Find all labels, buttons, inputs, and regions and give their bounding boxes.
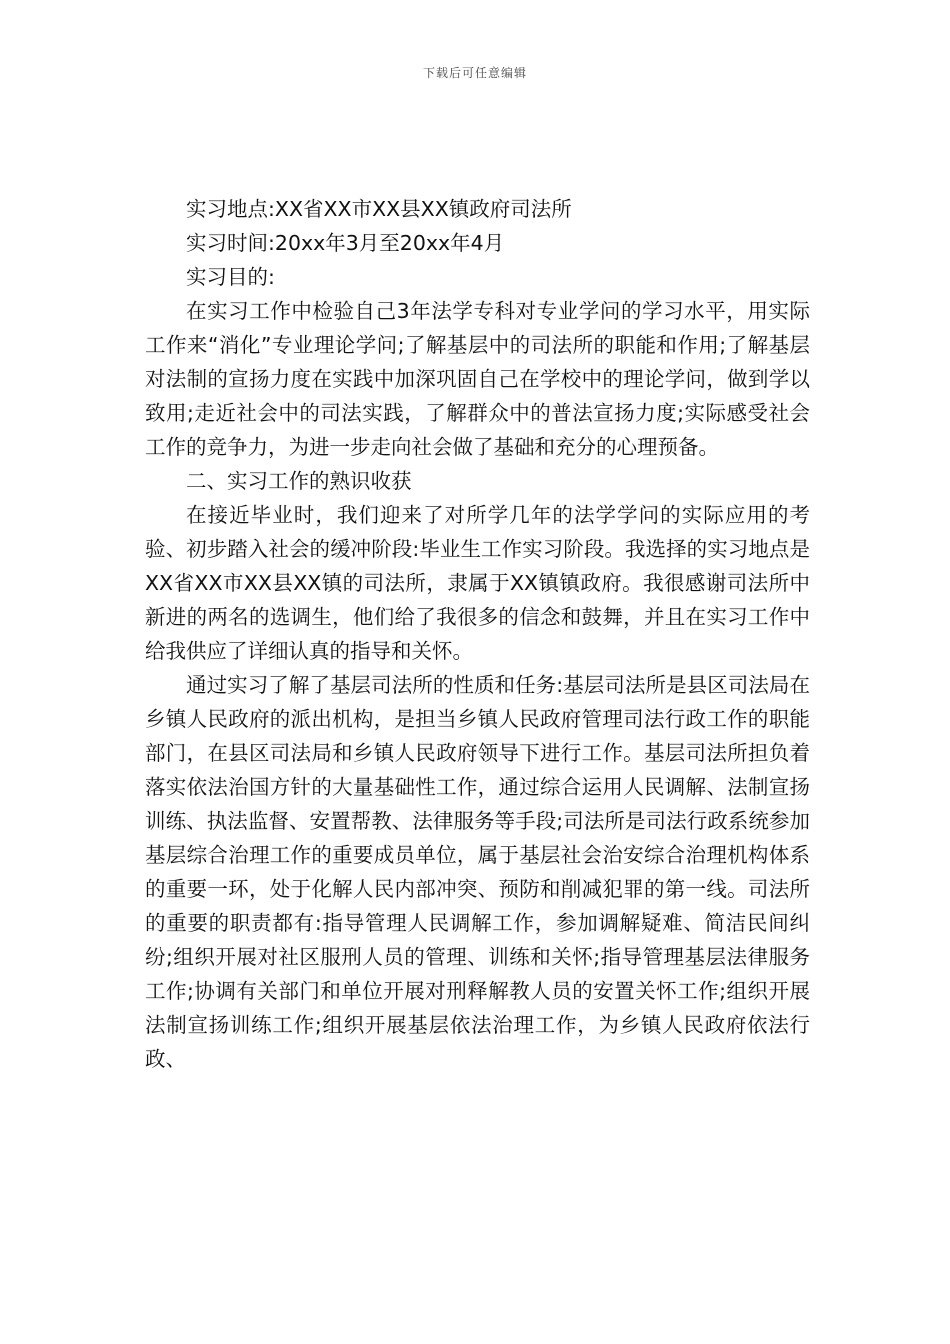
paragraph-gains-intro: 在接近毕业时，我们迎来了对所学几年的法学学问的实际应用的考验、初步踏入社会的缓冲阶段:毕业生工作实习阶段。我选择的实习地点是XX省XX市XX县XX镇的司法所，隶属于XX镇镇政府。我很感谢司法所中新进的两名的选调生，他们给了我很多的信念和鼓舞，并且在实习工作中给我供应了详细认真的指导和关怀。 [145,503,810,663]
section-heading-gains: 二、实习工作的熟识收获 [186,469,412,493]
paragraph-purpose-body: 在实习工作中检验自己3年法学专科对专业学问的学习水平，用实际工作来“消化”专业理论学问;了解基层中的司法所的职能和作用;了解基层对法制的宣扬力度在实践中加深巩固自己在学校中的理论学问，做到学以致用;走近社会中的司法实践，了解群众中的普法宣扬力度;实际感受社会工作的竞争力，为进一步走向社会做了基础和充分的心理预备。 [145,299,810,459]
paragraph-location: 实习地点:XX省XX市XX县XX镇政府司法所 [186,197,572,221]
page-header: 下载后可任意编辑 [422,66,527,80]
paragraph-purpose-heading: 实习目的: [186,265,275,289]
paragraph-time: 实习时间:20xx年3月至20xx年4月 [186,231,505,255]
document-body [145,192,810,1076]
paragraph-judicial-office: 通过实习了解了基层司法所的性质和任务:基层司法所是县区司法局在乡镇人民政府的派出机构，是担当乡镇人民政府管理司法行政工作的职能部门，在县区司法局和乡镇人民政府领导下进行工作。基层司法所担负着落实依法治国方针的大量基础性工作，通过综合运用人民调解、法制宣扬训练、执法监督、安置帮教、法律服务等手段;司法所是司法行政系统参加基层综合治理工作的重要成员单位，属于基层社会治安综合治理机构体系的重要一环，处于化解人民内部冲突、预防和削减犯罪的第一线。司法所的重要的职责都有:指导管理人民调解工作，参加调解疑难、简洁民间纠纷;组织开展对社区服刑人员的管理、训练和关怀;指导管理基层法律服务工作;协调有关部门和单位开展对刑释解教人员的安置关怀工作;组织开展法制宣扬训练工作;组织开展基层依法治理工作，为乡镇人民政府依法行政、 [145,673,810,1071]
